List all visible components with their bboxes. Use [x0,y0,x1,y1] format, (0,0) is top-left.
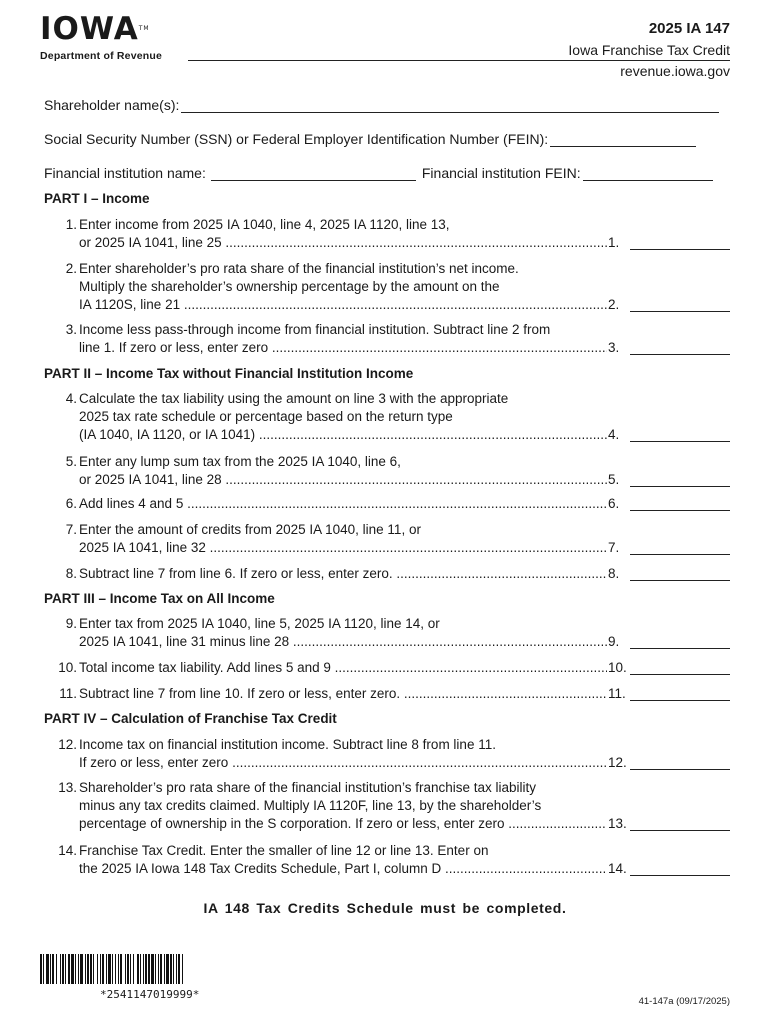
line-3 [55,321,731,359]
line-8-amount[interactable] [630,565,730,581]
line-text: Enter the amount of credits from 2025 IA 1040, line 11, or [79,522,421,537]
line-ref: 12. [608,755,627,770]
line-text-last: Subtract line 7 from line 10. If zero or less, enter zero. ..... [79,685,607,703]
line-text-last: Add lines 4 and 5 ..... [79,495,607,513]
line-9-amount[interactable] [630,633,730,649]
line-text-last: (IA 1040, IA 1120, or IA 1041) ..... [79,426,607,444]
line-12 [55,736,731,774]
line-text: Enter shareholder’s pro rata share of the financial institution’s net income. Multiply the shareholder’s ownership percentage by the amount on the [79,261,519,294]
line-1 [55,216,731,254]
ssn-field[interactable] [550,131,696,147]
line-text-last: or 2025 IA 1041, line 25 ..... [79,234,607,252]
line-ref: 7. [608,540,620,555]
line-7-amount[interactable] [630,539,730,555]
line-number: 12. [58,737,77,752]
part-4-heading: PART IV – Calculation of Franchise Tax Credit [44,711,337,726]
line-4 [55,390,731,446]
logo-wordmark [40,12,190,46]
line-5-amount[interactable] [630,471,730,487]
fi-fein-label: Financial institution FEIN: [421,165,581,181]
line-number: 7. [65,522,77,537]
line-text-last: IA 1120S, line 21 ..... [79,296,607,314]
line-4-amount[interactable] [630,426,730,442]
line-text: Income tax on financial institution income. Subtract line 8 from line 11. [79,737,496,752]
line-number: 8. [65,566,77,581]
line-6-amount[interactable] [630,495,730,511]
line-number: 11. [59,686,77,701]
line-number: 5. [65,454,77,469]
shareholder-name-field[interactable] [181,97,719,113]
barcode-text: *2541147019999* [100,988,200,1001]
line-10 [55,659,731,679]
line-text-last: the 2025 IA Iowa 148 Tax Credits Schedule, Part I, column D ..... [79,860,607,878]
fi-fein-field[interactable] [583,165,713,181]
line-number: 9. [65,616,77,631]
logo-tm: TM [138,25,150,32]
line-9 [55,615,731,653]
line-6 [55,495,731,515]
line-8 [55,565,731,585]
line-5 [55,453,731,491]
line-number: 14. [58,843,77,858]
ssn-row [44,131,696,147]
part-2-heading: PART II – Income Tax without Financial Institution Income [44,366,414,381]
header-rule [188,60,730,61]
line-ref: 3. [608,340,620,355]
line-number: 6. [65,496,77,511]
line-12-amount[interactable] [630,754,730,770]
iowa-logo [40,12,190,68]
line-ref: 9. [608,634,620,649]
line-text: Enter income from 2025 IA 1040, line 4, 2025 IA 1120, line 13, [79,217,450,232]
line-text-last: Total income tax liability. Add lines 5 and 9 ..... [79,659,607,677]
line-ref: 8. [608,566,620,581]
line-ref: 10. [608,660,627,675]
fi-name-label: Financial institution name: [44,165,206,181]
line-14 [55,842,731,880]
department-name: Department of Revenue [40,50,163,62]
part-3-heading: PART III – Income Tax on All Income [44,591,275,606]
line-11-amount[interactable] [630,685,730,701]
line-2 [55,260,731,316]
line-number: 10. [58,660,77,675]
line-text-last: 2025 IA 1041, line 32 ..... [79,539,607,557]
line-ref: 4. [608,427,620,442]
line-text-last: Subtract line 7 from line 6. If zero or less, enter zero. ..... [79,565,607,583]
line-ref: 1. [608,235,620,250]
form-id: 2025 IA 147 [648,20,730,37]
form-title: Iowa Franchise Tax Credit [568,42,730,58]
line-ref: 6. [608,496,620,511]
fi-row [44,165,713,181]
barcode [40,954,265,984]
line-text: Income less pass-through income from financial institution. Subtract line 2 from [79,322,551,337]
line-text: Franchise Tax Credit. Enter the smaller of line 12 or line 13. Enter on [79,843,489,858]
line-number: 4. [65,391,77,406]
line-10-amount[interactable] [630,659,730,675]
line-ref: 13. [608,816,627,831]
website: revenue.iowa.gov [620,63,730,79]
line-14-amount[interactable] [630,860,730,876]
fi-name-field[interactable] [211,165,416,181]
line-number: 3. [65,322,77,337]
line-3-amount[interactable] [630,339,730,355]
barcode-bar [182,954,183,984]
line-1-amount[interactable] [630,234,730,250]
line-number: 2. [65,261,77,276]
line-text-last: If zero or less, enter zero ..... [79,754,607,772]
line-ref: 5. [608,472,620,487]
line-text: Enter any lump sum tax from the 2025 IA 1040, line 6, [79,454,401,469]
line-13 [55,779,731,835]
logo-text: IOWA [40,11,139,47]
line-text: Shareholder’s pro rata share of the financial institution’s franchise tax liability minus any tax credits claimed. Multiply IA 1120F, line 13, by the shareholder’s [79,780,542,813]
line-text-last: or 2025 IA 1041, line 28 ..... [79,471,607,489]
line-2-amount[interactable] [630,296,730,312]
line-text-last: percentage of ownership in the S corporation. If zero or less, enter zero ..... [79,815,607,833]
line-ref: 14. [608,861,627,876]
shareholder-row [44,97,719,113]
line-13-amount[interactable] [630,815,730,831]
line-11 [55,685,731,705]
part-1-heading: PART I – Income [44,191,150,206]
line-number: 13. [58,780,77,795]
schedule-note: IA 148 Tax Credits Schedule must be completed. [203,900,567,916]
line-number: 1. [65,217,77,232]
line-text-last: 2025 IA 1041, line 31 minus line 28 ..... [79,633,607,651]
shareholder-label: Shareholder name(s): [44,97,180,113]
line-ref: 2. [608,297,620,312]
ssn-label: Social Security Number (SSN) or Federal Employer Identification Number (FEIN): [44,131,549,147]
line-text-last: line 1. If zero or less, enter zero ..... [79,339,607,357]
line-text: Calculate the tax liability using the amount on line 3 with the appropriate 2025 tax rate schedule or percentage based on the return type [79,391,509,424]
line-ref: 11. [608,686,626,701]
revision-date: 41-147a (09/17/2025) [638,996,730,1007]
line-7 [55,521,731,559]
line-text: Enter tax from 2025 IA 1040, line 5, 2025 IA 1120, line 14, or [79,616,440,631]
